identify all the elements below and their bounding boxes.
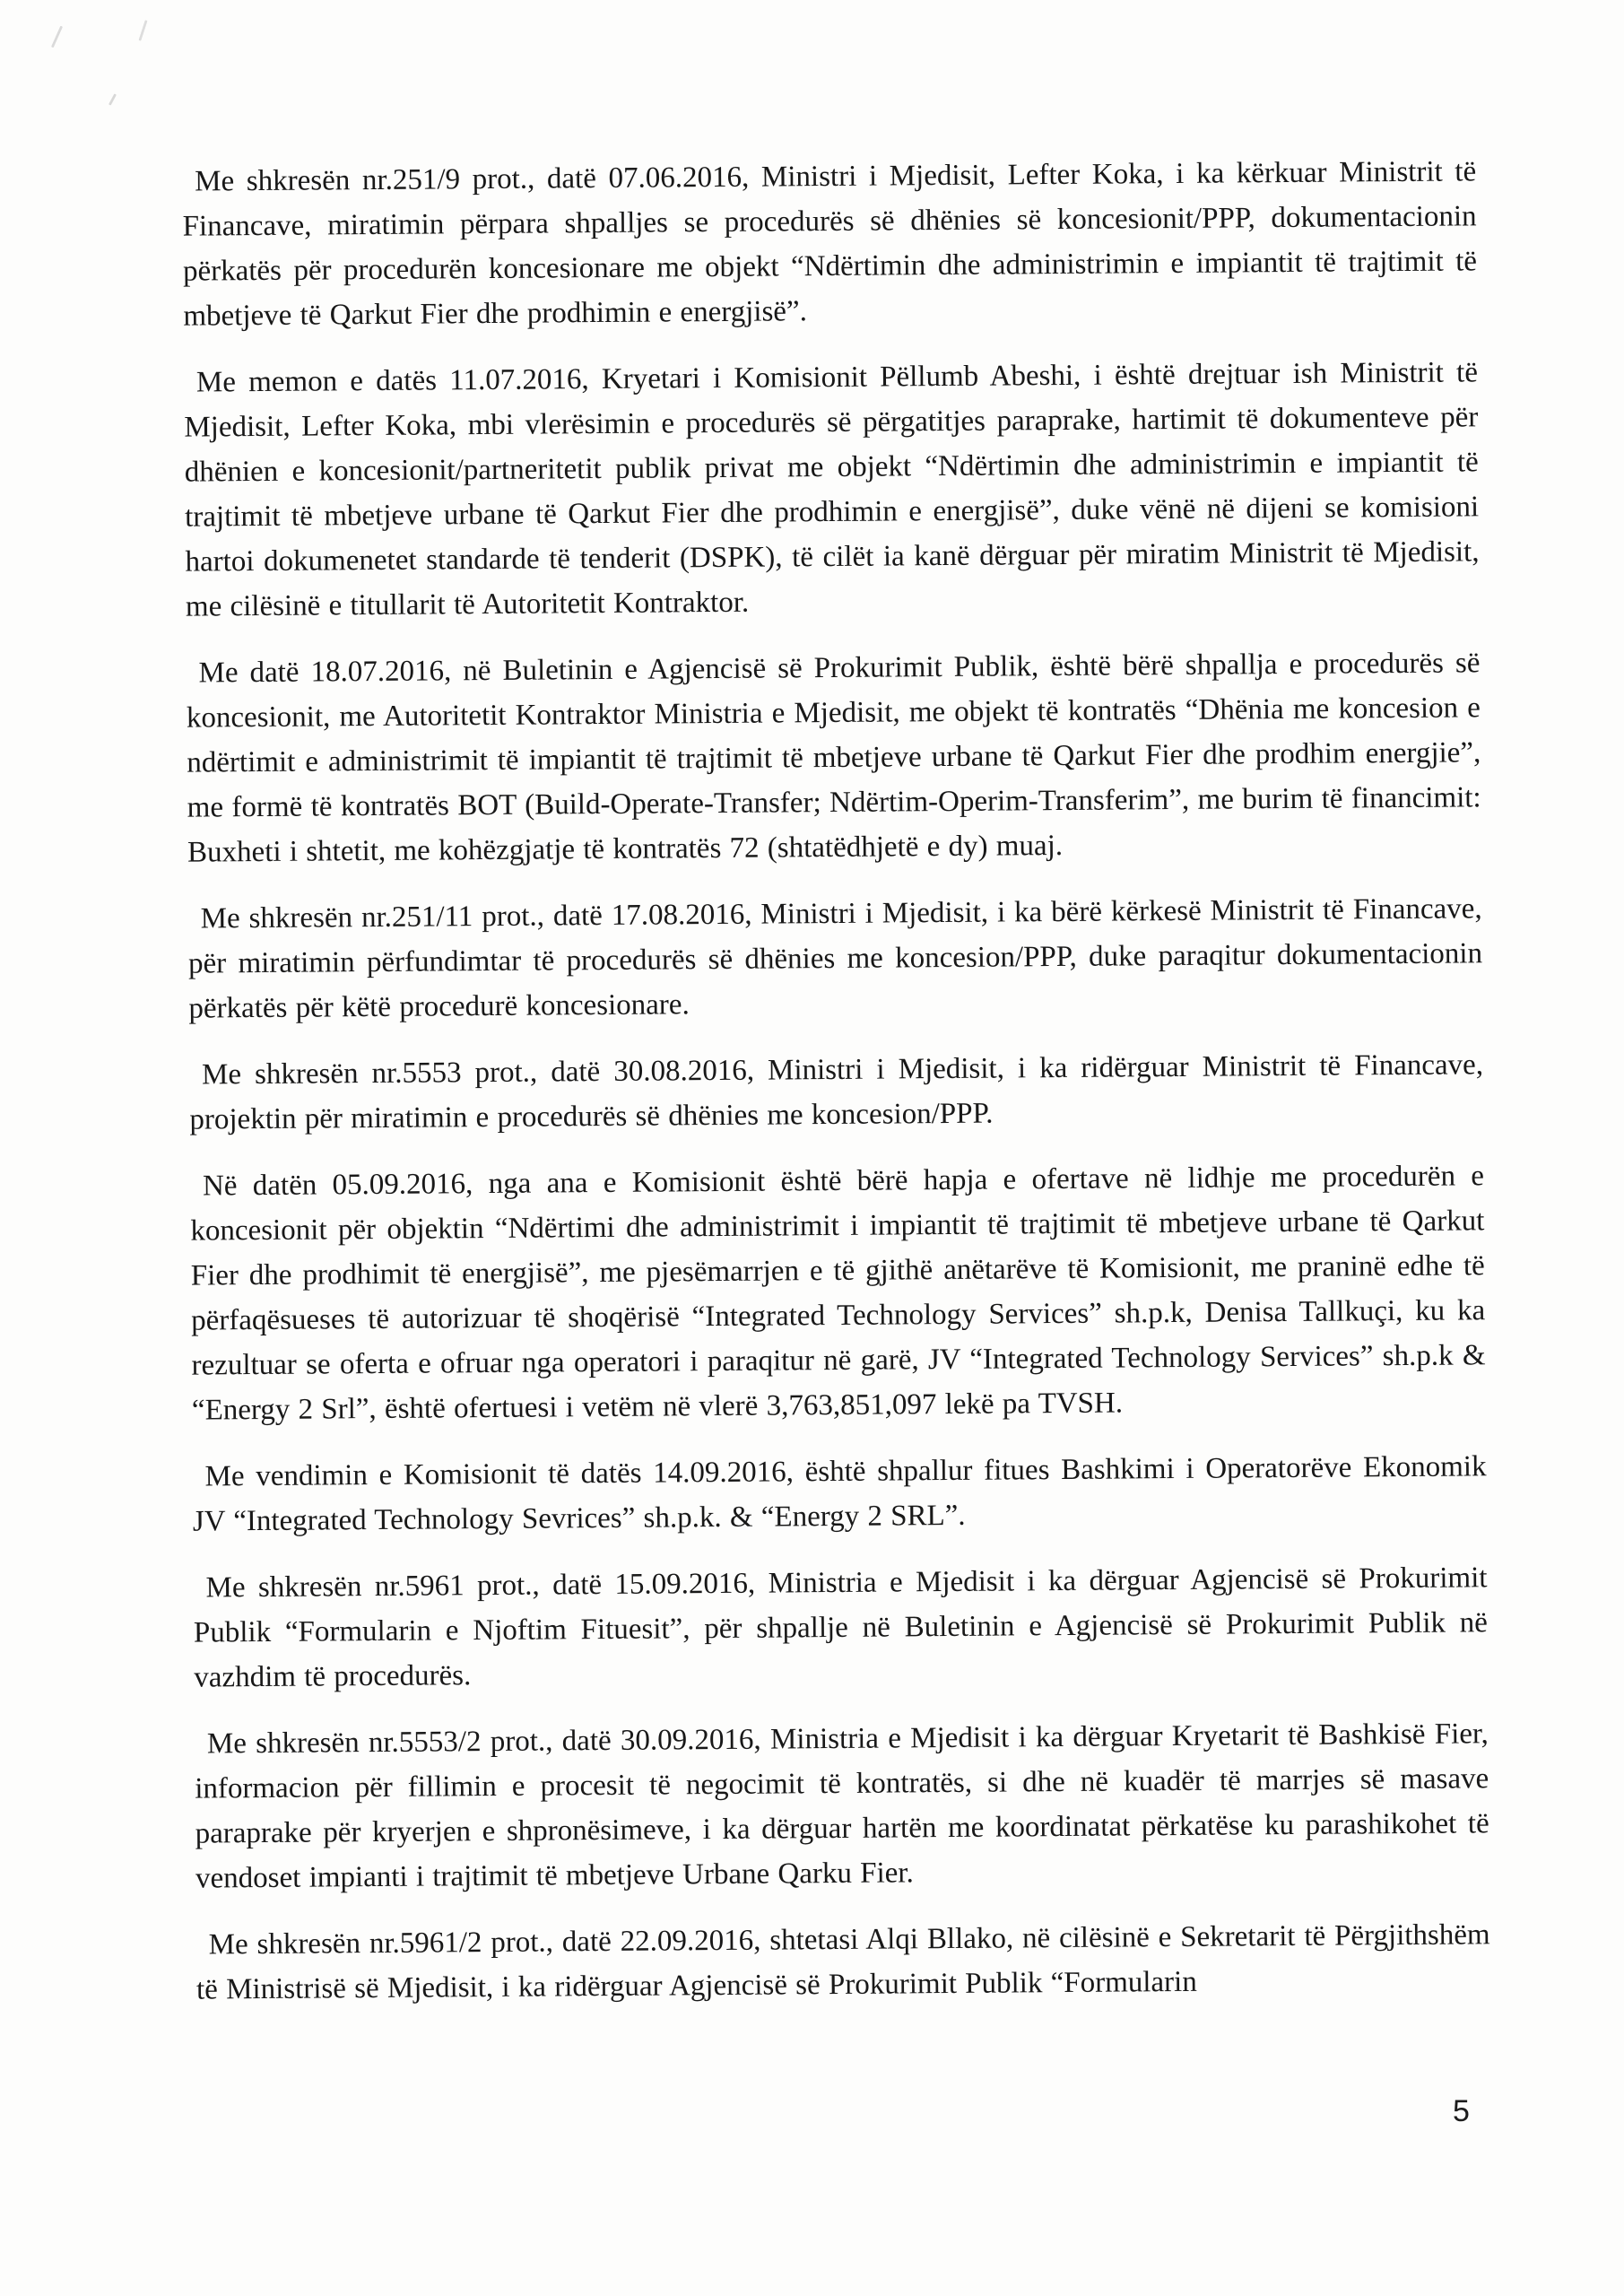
paragraph-1: Me shkresën nr.251/9 prot., datë 07.06.2016, Ministri i Mjedisit, Lefter Koka, i ka kërkuar Ministrit të Financave, miratimin përpara shpalljes se procedurës së dhënies së koncesionit/PPP, dokumentacionin përkatës për procedurën koncesionare me objekt “Ndërtimin dhe administrimin e impiantit të trajtimit të mbetjeve të Qarkut Fier dhe prodhimin e energjisë”. <box>182 155 1478 333</box>
paragraph-9: Me shkresën nr.5553/2 prot., datë 30.09.2016, Ministria e Mjedisit i ka dërguar Kryetarit të Bashkisë Fier, informacion për fillimin e procesit të negocimit të kontratës, si dhe në kuadër të marrjes së masave paraprake për kryerjen e shpronësimeve, i ka dërguar hartën me koordinatat përkatëse ku parashikohet të vendoset impianti i trajtimit të mbetjeve Urbane Qarku Fier. <box>195 1718 1489 1895</box>
scan-artifact <box>51 26 63 48</box>
scan-artifact <box>109 93 117 106</box>
paragraph-5: Me shkresën nr.5553 prot., datë 30.08.2016, Ministri i Mjedisit, i ka ridërguar Ministrit të Financave, projektin për miratimin e procedurës së dhënies me koncesion/PPP. <box>189 1048 1484 1136</box>
paragraph-3: Me datë 18.07.2016, në Buletinin e Agjencisë së Prokurimit Publik, është bërë shpallja e procedurës së koncesionit, me Autoritetit Kontraktor Ministria e Mjedisit, me objekt të kontratës “Dhënia me koncesion e ndërtimit e administrimit të impiantit të trajtimit të mbetjeve urbane të Qarkut Fier dhe prodhim energjie”, me formë të kontratës BOT (Build-Operate-Transfer; Ndërtim-Operim-Transferim”, me burim të financimit: Buxheti i shtetit, me kohëzgjatje të kontratës 72 (shtatëdhjetë e dy) muaj. <box>186 647 1481 869</box>
scan-artifact <box>138 20 147 41</box>
paragraph-6: Në datën 05.09.2016, nga ana e Komisionit është bërë hapja e ofertave në lidhje me procedurën e koncesionit për objektin “Ndërtimi dhe administrimit i impiantit të trajtimit të mbetjeve urbane të Qarkut Fier dhe prodhimit të energjisë”, me pjesëmarrjen e të gjithë anëtarëve të Komisionit, me praninë edhe të përfaqësueses të autorizuar të shoqërisë “Integrated Technology Services” sh.p.k, Denisa Tallkuçi, ku ka rezultuar se oferta e ofruar nga operatori i paraqitur në garë, JV “Integrated Technology Services” sh.p.k & “Energy 2 Srl”, është ofertuesi i vetëm në vlerë 3,763,851,097 lekë pa TVSH. <box>190 1160 1486 1427</box>
paragraph-8: Me shkresën nr.5961 prot., datë 15.09.2016, Ministria e Mjedisit i ka dërguar Agjencisë së Prokurimit Publik “Formularin e Njoftim Fituesit”, për shpallje në Buletinin e Agjencisë së Prokurimit Publik në vazhdim të procedurës. <box>193 1561 1489 1694</box>
paragraph-4: Me shkresën nr.251/11 prot., datë 17.08.2016, Ministri i Mjedisit, i ka bërë kërkesë Ministrit të Financave, për miratimin përfundimtar të procedurës së dhënies me koncesion/PPP, duke paraqitur dokumentacionin përkatës për këtë procedurë koncesionare. <box>187 892 1483 1025</box>
paragraph-10: Me shkresën nr.5961/2 prot., datë 22.09.2016, shtetasi Alqi Bllako, në cilësinë e Sekretarit të Përgjithshëm të Ministrisë së Mjedisit, i ka ridërguar Agjencisë së Prokurimit Publik “Formularin <box>195 1918 1490 2006</box>
page-number: 5 <box>1453 2094 1470 2128</box>
document-body <box>182 149 1490 2033</box>
paragraph-7: Me vendimin e Komisionit të datës 14.09.2016, është shpallur fitues Bashkimi i Operatorëve Ekonomik JV “Integrated Technology Sevrices” sh.p.k. & “Energy 2 SRL”. <box>192 1450 1487 1538</box>
paragraph-2: Me memon e datës 11.07.2016, Kryetari i Komisionit Pëllumb Abeshi, i është drejtuar ish Ministrit të Mjedisit, Lefter Koka, mbi vlerësimin e procedurës së përgatitjes paraprake, hartimit të dokumenteve për dhënien e koncesionit/partneritetit publik privat me objekt “Ndërtimin dhe administrimin e impiantit të trajtimit të mbetjeve urbane të Qarkut Fier dhe prodhimin e energjisë”, duke vënë në dijeni se komisioni hartoi dokumenetet standarde të tenderit (DSPK), të cilët ia kanë dërguar për miratim Ministrit të Mjedisit, me cilësinë e titullarit të Autoritetit Kontraktor. <box>184 356 1480 623</box>
